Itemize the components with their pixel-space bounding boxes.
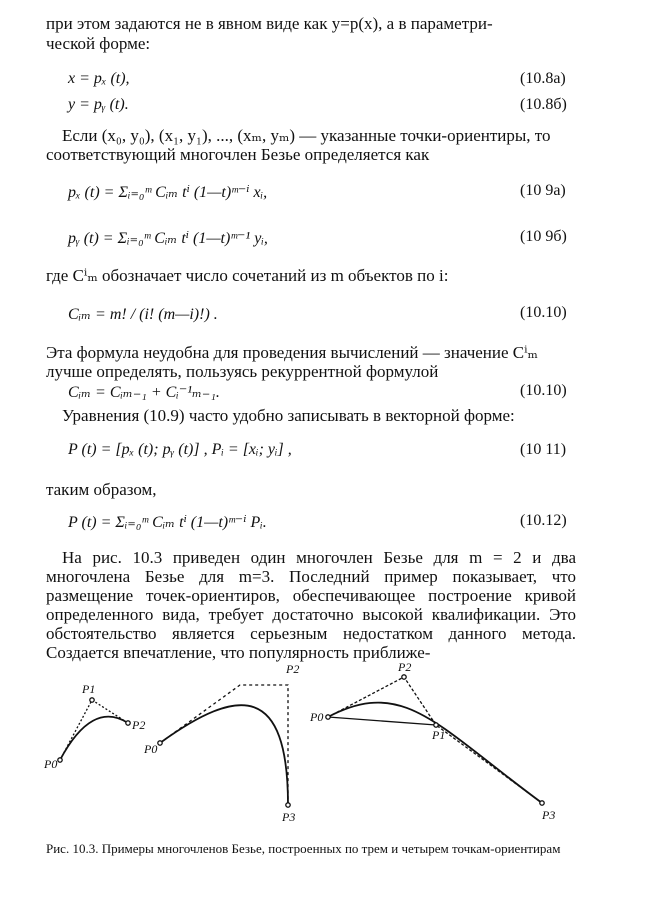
control-point-fig3-p1 bbox=[434, 723, 438, 727]
label-fig1-p1: P1 bbox=[82, 682, 96, 696]
label-fig1-p0: P0 bbox=[44, 757, 58, 771]
label-fig2-p3: P3 bbox=[282, 810, 296, 824]
control-point-fig3-p2 bbox=[402, 675, 406, 679]
para5: таким образом, bbox=[46, 480, 157, 499]
equation-10-9a: pₓ (t) = Σᵢ₌₀ᵐ Cᵢₘ tⁱ (1—t)ᵐ⁻ⁱ xᵢ, bbox=[68, 184, 268, 201]
control-point-fig1-p0 bbox=[58, 758, 62, 762]
figure-bezier-examples bbox=[0, 655, 650, 835]
control-point-fig3-p3 bbox=[540, 801, 544, 805]
equation-number-10-9a: (10 9а) bbox=[520, 182, 566, 199]
para2: где Cⁱₘ обозначает число сочетаний из m объектов по i: bbox=[46, 266, 449, 285]
control-polygon-fig1 bbox=[60, 700, 128, 760]
equation-10-10-recurrence: Cᵢₘ = Cᵢₘ₋₁ + Cᵢ⁻¹ₘ₋₁. bbox=[68, 384, 220, 401]
para1-line-1: Если (x₀, y₀), (x₁, y₁), ..., (xₘ, yₘ) — указанные точки-ориентиры, то bbox=[62, 126, 551, 145]
equation-10-11: P (t) = [pₓ (t); pᵧ (t)] , Pᵢ = [xᵢ; yᵢ] , bbox=[68, 441, 292, 458]
bezier-curve-fig1 bbox=[60, 717, 128, 760]
label-fig2-p2: P2 bbox=[286, 662, 300, 676]
equation-number-10-8b: (10.8б) bbox=[520, 96, 567, 113]
equation-number-10-9b: (10 9б) bbox=[520, 228, 567, 245]
equation-number-10-11: (10 11) bbox=[520, 441, 567, 458]
equation-10-12: P (t) = Σᵢ₌₀ᵐ Cᵢₘ tⁱ (1—t)ᵐ⁻ⁱ Pᵢ. bbox=[68, 514, 267, 531]
label-fig3-p1: P1 bbox=[432, 728, 446, 742]
para1-line-2: соответствующий многочлен Безье определяется как bbox=[46, 145, 430, 164]
label-fig2-p0: P0 bbox=[144, 742, 158, 756]
para4: Уравнения (10.9) часто удобно записывать в векторной форме: bbox=[62, 406, 515, 425]
label-fig3-p2: P2 bbox=[398, 660, 412, 674]
label-fig3-p0: P0 bbox=[310, 710, 324, 724]
equation-number-10-10-a: (10.10) bbox=[520, 304, 567, 321]
para6: На рис. 10.3 приведен один многочлен Безье для m = 2 и два многочлена Безье для m=3. Последний пример показывает, что размещение точек-ориентиров, обеспечивающее построение кривой определенного вида, требует достаточно высокой квалификации. Это обстоятельство является серьезным недостатком данного метода. Создается впечатление, что популярность приближе- bbox=[46, 548, 576, 662]
equation-number-10-8a: (10.8а) bbox=[520, 70, 566, 87]
equation-10-9b: pᵧ (t) = Σᵢ₌₀ᵐ Cᵢₘ tⁱ (1—t)ᵐ⁻¹ yᵢ, bbox=[68, 230, 268, 247]
equation-10-8a: x = pₓ (t), bbox=[68, 70, 130, 87]
figure-caption: Рис. 10.3. Примеры многочленов Безье, построенных по трем и четырем точкам-ориентирам bbox=[46, 841, 561, 856]
intro-line-2: ческой форме: bbox=[46, 34, 151, 53]
bezier-curve-fig2 bbox=[160, 705, 288, 805]
equation-10-10-binomial: Cᵢₘ = m! / (i! (m—i)!) . bbox=[68, 306, 218, 323]
control-point-fig2-p0 bbox=[158, 741, 162, 745]
para3-line-1: Эта формула неудобна для проведения вычислений — значение Cⁱₘ bbox=[46, 343, 538, 362]
control-point-fig1-p1 bbox=[90, 698, 94, 702]
control-point-fig3-p0 bbox=[326, 715, 330, 719]
label-fig1-p2: P2 bbox=[132, 718, 146, 732]
control-point-fig1-p2 bbox=[126, 721, 130, 725]
para3-line-2: лучше определять, пользуясь рекуррентной формулой bbox=[46, 362, 439, 381]
label-fig3-p3: P3 bbox=[542, 808, 556, 822]
hull-line-fig3 bbox=[328, 717, 436, 725]
equation-number-10-12: (10.12) bbox=[520, 512, 567, 529]
bezier-curve-fig3 bbox=[328, 703, 542, 803]
equation-10-8b: y = pᵧ (t). bbox=[68, 96, 129, 113]
control-polygon-fig2 bbox=[160, 685, 288, 805]
equation-number-10-10-b: (10.10) bbox=[520, 382, 567, 399]
intro-line-1: при этом задаются не в явном виде как y=p(x), а в параметри- bbox=[46, 14, 493, 33]
control-point-fig2-p3 bbox=[286, 803, 290, 807]
